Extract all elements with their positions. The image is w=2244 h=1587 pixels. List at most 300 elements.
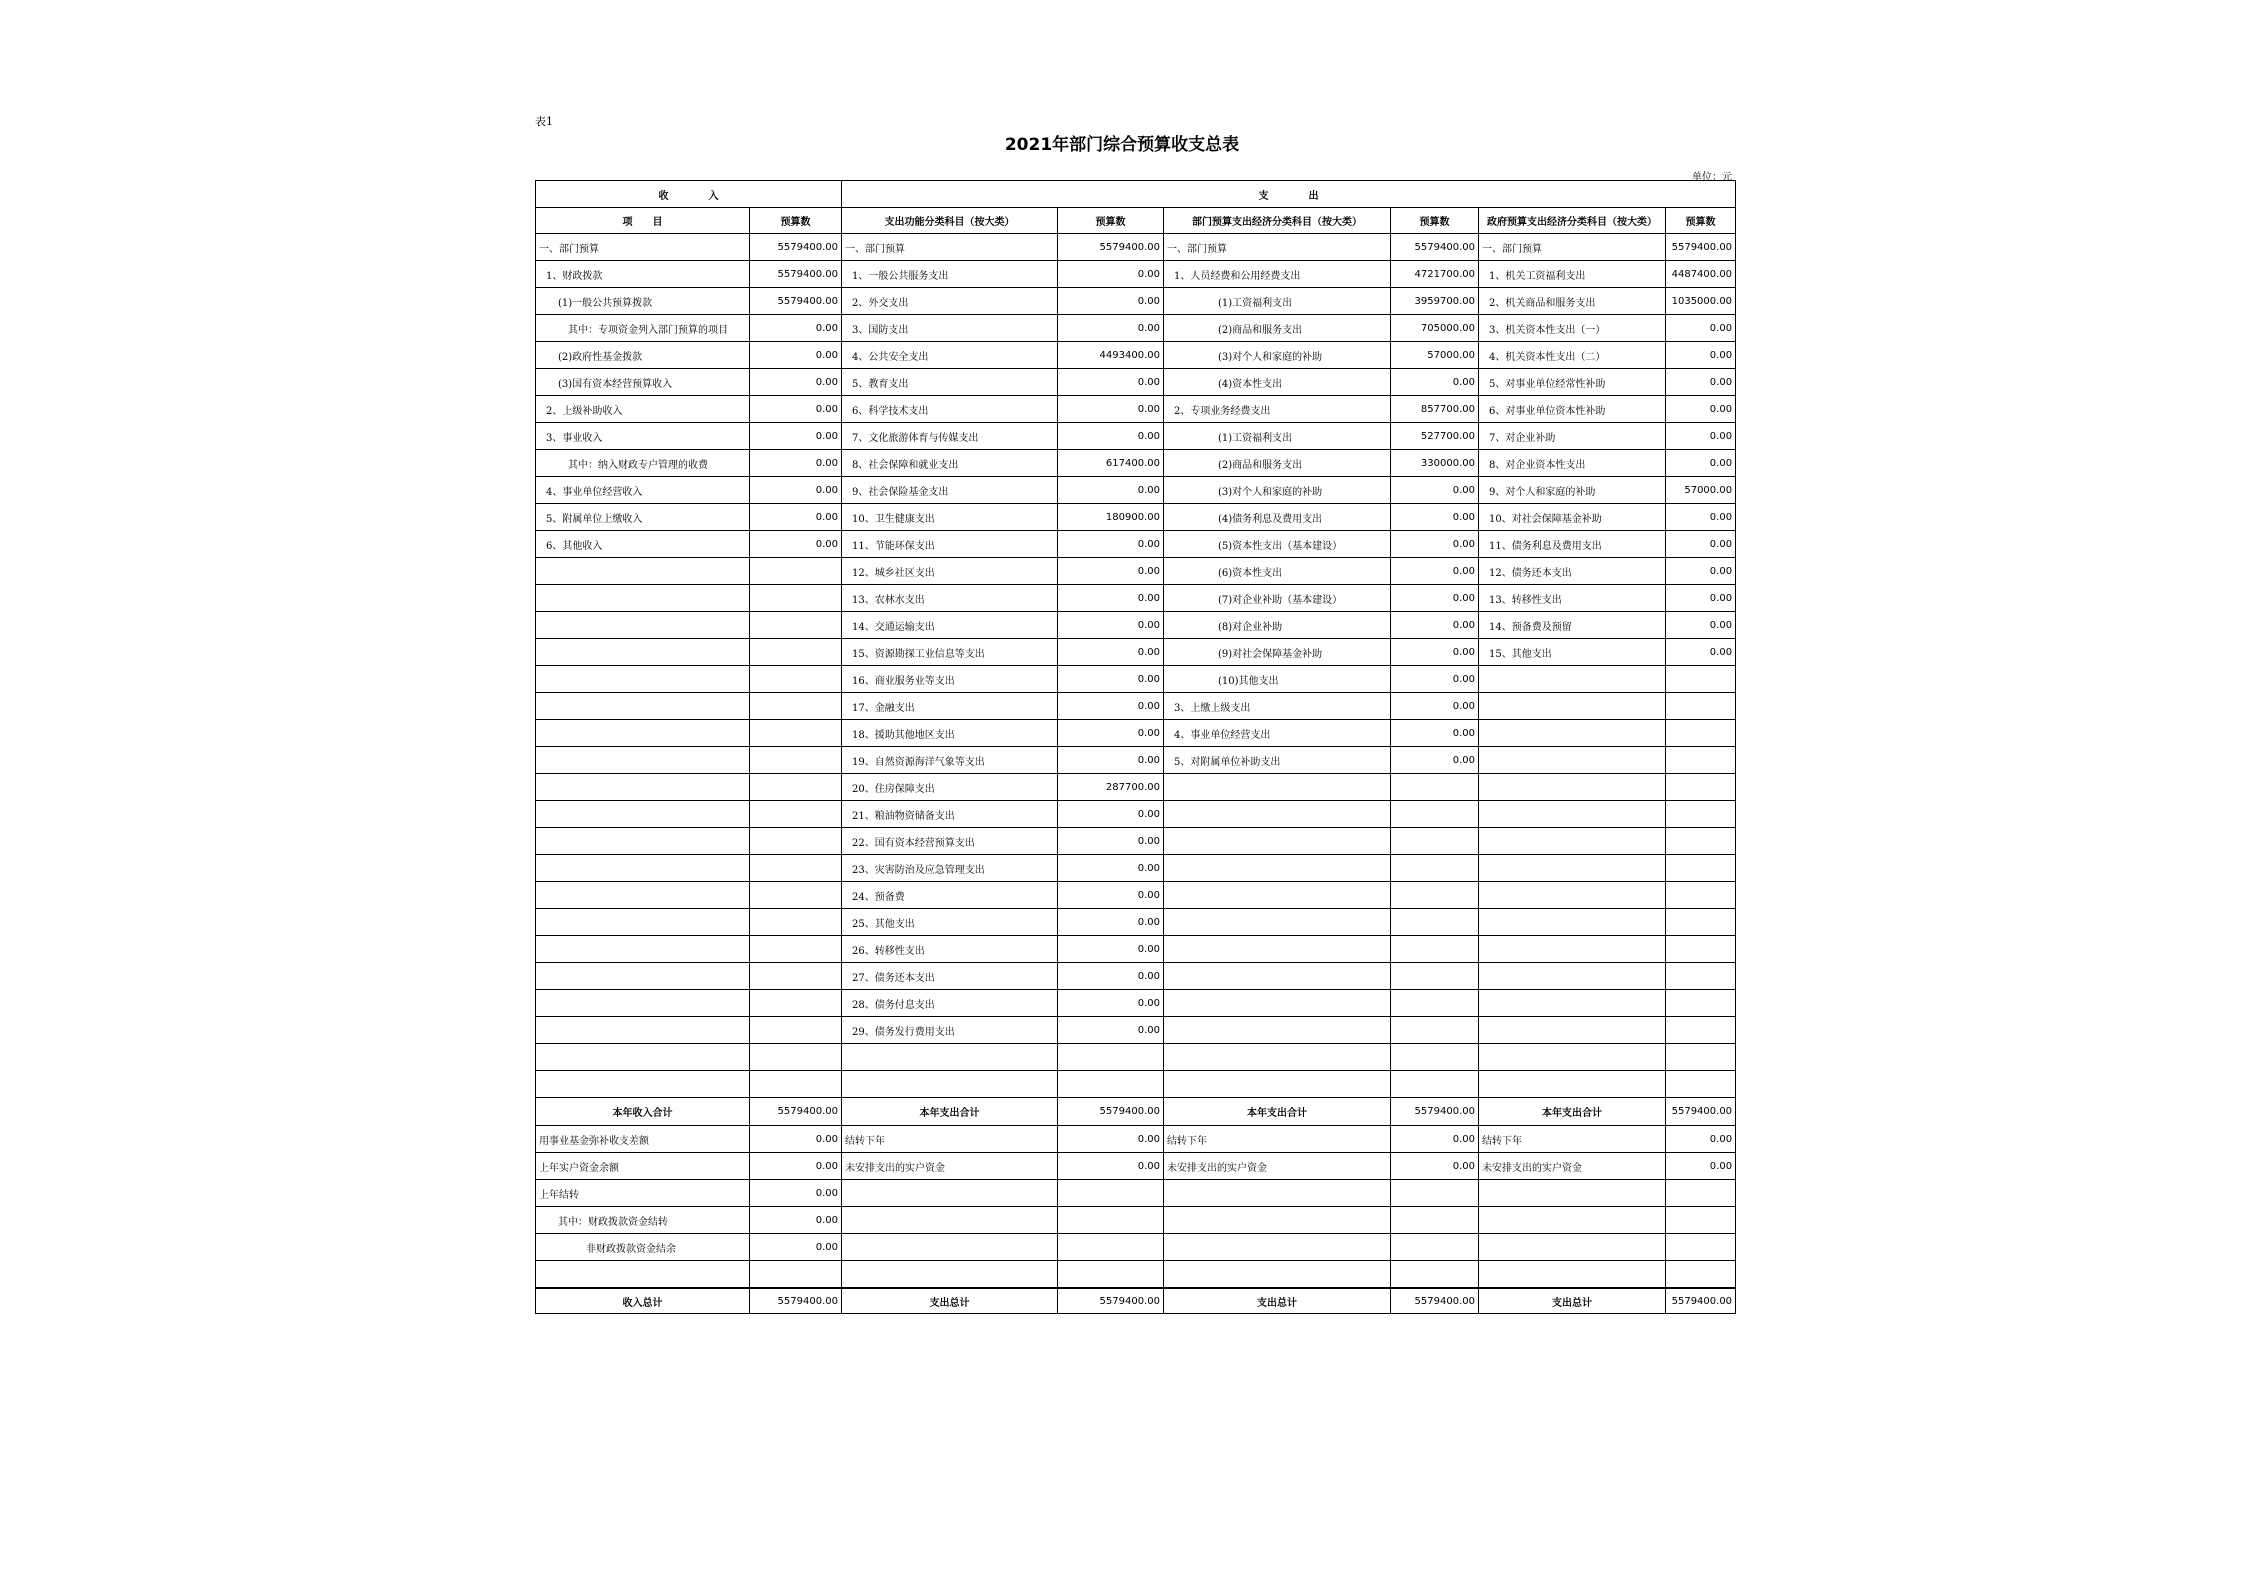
income-item-cell — [536, 1071, 750, 1098]
income-item-cell — [536, 558, 750, 585]
table-row — [536, 666, 1736, 693]
gov-econ-item-cell: 5、对事业单位经常性补助 — [1479, 369, 1666, 396]
gov-econ-item-cell — [1479, 1261, 1666, 1289]
table-row — [536, 234, 1736, 261]
dept-econ-item-cell: (3)对个人和家庭的补助 — [1164, 477, 1391, 504]
gov-econ-amount-cell — [1666, 909, 1736, 936]
gov-econ-amount-cell: 0.00 — [1666, 1126, 1736, 1153]
dept-econ-item-cell — [1164, 963, 1391, 990]
table-row — [536, 855, 1736, 882]
column-header: 预算数 — [750, 208, 842, 234]
dept-econ-item-cell: (2)商品和服务支出 — [1164, 450, 1391, 477]
income-item-cell: 1、财政拨款 — [536, 261, 750, 288]
column-header: 政府预算支出经济分类科目（按大类） — [1479, 208, 1666, 234]
dept-econ-item-cell — [1164, 1180, 1391, 1207]
function-amount-cell: 0.00 — [1058, 585, 1164, 612]
function-amount-cell: 0.00 — [1058, 990, 1164, 1017]
table-row — [536, 828, 1736, 855]
gov-econ-item-cell: 8、对企业资本性支出 — [1479, 450, 1666, 477]
table-row — [536, 1207, 1736, 1234]
dept-econ-item-cell: 1、人员经费和公用经费支出 — [1164, 261, 1391, 288]
dept-econ-amount-cell: 0.00 — [1391, 1126, 1479, 1153]
income-item-cell: 2、上级补助收入 — [536, 396, 750, 423]
dept-econ-item-cell — [1164, 882, 1391, 909]
dept-econ-amount-cell: 857700.00 — [1391, 396, 1479, 423]
function-item-cell: 28、债务付息支出 — [842, 990, 1058, 1017]
dept-econ-item-cell: (1)工资福利支出 — [1164, 423, 1391, 450]
column-header: 部门预算支出经济分类科目（按大类） — [1164, 208, 1391, 234]
gov-econ-amount-cell — [1666, 1044, 1736, 1071]
gov-econ-amount-cell — [1666, 1180, 1736, 1207]
gov-econ-item-cell: 结转下年 — [1479, 1126, 1666, 1153]
function-amount-cell — [1058, 1234, 1164, 1261]
gov-econ-item-cell: 12、债务还本支出 — [1479, 558, 1666, 585]
column-header: 预算数 — [1391, 208, 1479, 234]
function-item-cell: 22、国有资本经营预算支出 — [842, 828, 1058, 855]
gov-econ-amount-cell — [1666, 1207, 1736, 1234]
gov-econ-item-cell: 一、部门预算 — [1479, 234, 1666, 261]
table-row — [536, 261, 1736, 288]
dept-econ-amount-cell — [1391, 774, 1479, 801]
unit-label: 单位：元 — [1692, 172, 1732, 183]
function-amount-cell — [1058, 1071, 1164, 1098]
dept-econ-item-cell: (4)资本性支出 — [1164, 369, 1391, 396]
function-item-cell: 8、社会保障和就业支出 — [842, 450, 1058, 477]
dept-econ-item-cell — [1164, 801, 1391, 828]
dept-econ-amount-cell: 0.00 — [1391, 747, 1479, 774]
function-item-cell: 结转下年 — [842, 1126, 1058, 1153]
dept-econ-item-cell: 未安排支出的实户资金 — [1164, 1153, 1391, 1180]
gov-econ-item-cell: 支出总计 — [1479, 1288, 1666, 1314]
function-item-cell: 本年支出合计 — [842, 1098, 1058, 1126]
gov-econ-item-cell — [1479, 909, 1666, 936]
gov-econ-item-cell — [1479, 1017, 1666, 1044]
income-item-cell — [536, 666, 750, 693]
income-item-cell: 用事业基金弥补收支差额 — [536, 1126, 750, 1153]
function-amount-cell: 0.00 — [1058, 828, 1164, 855]
gov-econ-amount-cell — [1666, 828, 1736, 855]
table-row — [536, 963, 1736, 990]
income-amount-cell — [750, 720, 842, 747]
dept-econ-amount-cell — [1391, 1017, 1479, 1044]
income-item-cell — [536, 1261, 750, 1289]
table-row — [536, 990, 1736, 1017]
income-amount-cell — [750, 666, 842, 693]
income-item-cell: 其中：专项资金列入部门预算的项目 — [536, 315, 750, 342]
dept-econ-amount-cell: 705000.00 — [1391, 315, 1479, 342]
income-item-cell: 一、部门预算 — [536, 234, 750, 261]
gov-econ-item-cell: 未安排支出的实户资金 — [1479, 1153, 1666, 1180]
function-item-cell — [842, 1044, 1058, 1071]
gov-econ-item-cell: 11、债务利息及费用支出 — [1479, 531, 1666, 558]
dept-econ-amount-cell — [1391, 909, 1479, 936]
table-row — [536, 801, 1736, 828]
table-row — [536, 882, 1736, 909]
gov-econ-amount-cell — [1666, 720, 1736, 747]
function-amount-cell: 0.00 — [1058, 801, 1164, 828]
table-row — [536, 693, 1736, 720]
function-item-cell: 14、交通运输支出 — [842, 612, 1058, 639]
dept-econ-amount-cell — [1391, 855, 1479, 882]
table-row — [536, 477, 1736, 504]
gov-econ-item-cell — [1479, 720, 1666, 747]
dept-econ-amount-cell: 0.00 — [1391, 693, 1479, 720]
function-item-cell: 10、卫生健康支出 — [842, 504, 1058, 531]
gov-econ-item-cell — [1479, 747, 1666, 774]
gov-econ-amount-cell — [1666, 693, 1736, 720]
income-item-cell — [536, 1044, 750, 1071]
dept-econ-amount-cell — [1391, 936, 1479, 963]
gov-econ-amount-cell — [1666, 666, 1736, 693]
function-item-cell: 23、灾害防治及应急管理支出 — [842, 855, 1058, 882]
function-item-cell: 18、援助其他地区支出 — [842, 720, 1058, 747]
income-item-cell — [536, 963, 750, 990]
income-amount-cell: 0.00 — [750, 1126, 842, 1153]
gov-econ-amount-cell — [1666, 1071, 1736, 1098]
function-amount-cell: 4493400.00 — [1058, 342, 1164, 369]
income-item-cell: (2)政府性基金拨款 — [536, 342, 750, 369]
function-amount-cell: 0.00 — [1058, 477, 1164, 504]
function-item-cell: 7、文化旅游体育与传媒支出 — [842, 423, 1058, 450]
gov-econ-item-cell: 10、对社会保障基金补助 — [1479, 504, 1666, 531]
income-item-cell — [536, 693, 750, 720]
gov-econ-item-cell — [1479, 1180, 1666, 1207]
table-row — [536, 1044, 1736, 1071]
dept-econ-amount-cell: 4721700.00 — [1391, 261, 1479, 288]
budget-summary-table — [535, 180, 1736, 1314]
gov-econ-amount-cell — [1666, 1017, 1736, 1044]
dept-econ-amount-cell: 0.00 — [1391, 1153, 1479, 1180]
income-item-cell: 5、附属单位上缴收入 — [536, 504, 750, 531]
gov-econ-amount-cell: 0.00 — [1666, 531, 1736, 558]
income-amount-cell: 0.00 — [750, 1234, 842, 1261]
income-amount-cell — [750, 855, 842, 882]
gov-econ-item-cell — [1479, 963, 1666, 990]
function-amount-cell: 0.00 — [1058, 396, 1164, 423]
dept-econ-item-cell: (7)对企业补助（基本建设） — [1164, 585, 1391, 612]
gov-econ-amount-cell: 0.00 — [1666, 504, 1736, 531]
table-row — [536, 936, 1736, 963]
function-item-cell — [842, 1207, 1058, 1234]
dept-econ-item-cell: (1)工资福利支出 — [1164, 288, 1391, 315]
function-item-cell: 24、预备费 — [842, 882, 1058, 909]
column-header: 项 目 — [536, 208, 750, 234]
dept-econ-amount-cell: 0.00 — [1391, 369, 1479, 396]
gov-econ-item-cell: 9、对个人和家庭的补助 — [1479, 477, 1666, 504]
gov-econ-amount-cell: 0.00 — [1666, 450, 1736, 477]
dept-econ-item-cell — [1164, 1044, 1391, 1071]
gov-econ-amount-cell: 0.00 — [1666, 369, 1736, 396]
function-amount-cell: 0.00 — [1058, 288, 1164, 315]
table-row — [536, 1153, 1736, 1180]
gov-econ-amount-cell: 0.00 — [1666, 558, 1736, 585]
dept-econ-amount-cell — [1391, 1071, 1479, 1098]
gov-econ-amount-cell: 5579400.00 — [1666, 1098, 1736, 1126]
table-row — [536, 531, 1736, 558]
gov-econ-amount-cell — [1666, 936, 1736, 963]
income-amount-cell: 0.00 — [750, 342, 842, 369]
gov-econ-item-cell — [1479, 936, 1666, 963]
dept-econ-amount-cell — [1391, 882, 1479, 909]
income-amount-cell: 0.00 — [750, 504, 842, 531]
function-amount-cell: 0.00 — [1058, 666, 1164, 693]
function-amount-cell: 0.00 — [1058, 612, 1164, 639]
column-header-row — [536, 208, 1736, 234]
gov-econ-item-cell — [1479, 855, 1666, 882]
dept-econ-item-cell — [1164, 990, 1391, 1017]
income-item-cell — [536, 909, 750, 936]
gov-econ-item-cell: 15、其他支出 — [1479, 639, 1666, 666]
dept-econ-item-cell: 一、部门预算 — [1164, 234, 1391, 261]
gov-econ-amount-cell — [1666, 747, 1736, 774]
income-amount-cell — [750, 1261, 842, 1289]
function-amount-cell: 0.00 — [1058, 423, 1164, 450]
gov-econ-amount-cell: 0.00 — [1666, 1153, 1736, 1180]
dept-econ-item-cell — [1164, 774, 1391, 801]
function-amount-cell: 0.00 — [1058, 639, 1164, 666]
income-amount-cell: 5579400.00 — [750, 1288, 842, 1314]
gov-econ-amount-cell: 0.00 — [1666, 396, 1736, 423]
function-item-cell: 11、节能环保支出 — [842, 531, 1058, 558]
dept-econ-item-cell — [1164, 1017, 1391, 1044]
dept-econ-amount-cell: 0.00 — [1391, 639, 1479, 666]
table-row — [536, 585, 1736, 612]
income-amount-cell — [750, 774, 842, 801]
income-amount-cell: 0.00 — [750, 477, 842, 504]
gov-econ-item-cell: 4、机关资本性支出（二） — [1479, 342, 1666, 369]
income-item-cell — [536, 612, 750, 639]
income-amount-cell: 0.00 — [750, 1153, 842, 1180]
function-item-cell — [842, 1261, 1058, 1289]
function-amount-cell: 0.00 — [1058, 693, 1164, 720]
income-amount-cell — [750, 828, 842, 855]
income-amount-cell: 0.00 — [750, 369, 842, 396]
income-amount-cell — [750, 801, 842, 828]
dept-econ-item-cell: (9)对社会保障基金补助 — [1164, 639, 1391, 666]
table-row — [536, 504, 1736, 531]
income-amount-cell — [750, 1017, 842, 1044]
function-amount-cell: 0.00 — [1058, 1153, 1164, 1180]
function-item-cell: 支出总计 — [842, 1288, 1058, 1314]
income-amount-cell: 0.00 — [750, 531, 842, 558]
gov-econ-amount-cell: 5579400.00 — [1666, 234, 1736, 261]
dept-econ-item-cell — [1164, 1071, 1391, 1098]
table-row — [536, 774, 1736, 801]
income-item-cell: (1)一般公共预算拨款 — [536, 288, 750, 315]
income-item-cell — [536, 774, 750, 801]
income-amount-cell: 0.00 — [750, 315, 842, 342]
gov-econ-item-cell — [1479, 774, 1666, 801]
function-item-cell: 6、科学技术支出 — [842, 396, 1058, 423]
dept-econ-item-cell: 4、事业单位经营支出 — [1164, 720, 1391, 747]
function-amount-cell: 0.00 — [1058, 369, 1164, 396]
dept-econ-amount-cell: 0.00 — [1391, 612, 1479, 639]
column-header: 预算数 — [1058, 208, 1164, 234]
income-item-cell — [536, 639, 750, 666]
dept-econ-amount-cell: 0.00 — [1391, 531, 1479, 558]
income-amount-cell — [750, 909, 842, 936]
income-item-cell — [536, 585, 750, 612]
gov-econ-item-cell: 本年支出合计 — [1479, 1098, 1666, 1126]
dept-econ-amount-cell: 0.00 — [1391, 720, 1479, 747]
income-amount-cell — [750, 1071, 842, 1098]
gov-econ-amount-cell — [1666, 1234, 1736, 1261]
income-item-cell: 非财政拨款资金结余 — [536, 1234, 750, 1261]
dept-econ-item-cell: (3)对个人和家庭的补助 — [1164, 342, 1391, 369]
income-amount-cell: 5579400.00 — [750, 261, 842, 288]
function-item-cell: 1、一般公共服务支出 — [842, 261, 1058, 288]
gov-econ-amount-cell: 0.00 — [1666, 423, 1736, 450]
income-item-cell: 本年收入合计 — [536, 1098, 750, 1126]
income-amount-cell — [750, 990, 842, 1017]
function-item-cell: 21、粮油物资储备支出 — [842, 801, 1058, 828]
table-row — [536, 396, 1736, 423]
function-item-cell: 9、社会保险基金支出 — [842, 477, 1058, 504]
function-item-cell: 3、国防支出 — [842, 315, 1058, 342]
dept-econ-amount-cell: 5579400.00 — [1391, 1098, 1479, 1126]
income-amount-cell: 0.00 — [750, 1207, 842, 1234]
table-row — [536, 558, 1736, 585]
function-item-cell: 12、城乡社区支出 — [842, 558, 1058, 585]
gov-econ-item-cell: 3、机关资本性支出（一） — [1479, 315, 1666, 342]
function-amount-cell — [1058, 1044, 1164, 1071]
table-row — [536, 1261, 1736, 1289]
dept-econ-amount-cell: 5579400.00 — [1391, 234, 1479, 261]
table-row — [536, 1180, 1736, 1207]
function-item-cell: 16、商业服务业等支出 — [842, 666, 1058, 693]
function-amount-cell: 0.00 — [1058, 558, 1164, 585]
dept-econ-amount-cell: 5579400.00 — [1391, 1288, 1479, 1314]
function-amount-cell: 0.00 — [1058, 531, 1164, 558]
dept-econ-item-cell: 本年支出合计 — [1164, 1098, 1391, 1126]
function-amount-cell — [1058, 1261, 1164, 1289]
function-amount-cell: 0.00 — [1058, 315, 1164, 342]
income-item-cell: 其中：纳入财政专户管理的收费 — [536, 450, 750, 477]
function-amount-cell: 0.00 — [1058, 936, 1164, 963]
function-item-cell: 2、外交支出 — [842, 288, 1058, 315]
grand-total-row — [536, 1288, 1736, 1314]
gov-econ-amount-cell: 0.00 — [1666, 315, 1736, 342]
income-item-cell — [536, 855, 750, 882]
income-item-cell — [536, 882, 750, 909]
function-amount-cell: 0.00 — [1058, 855, 1164, 882]
gov-econ-item-cell: 1、机关工资福利支出 — [1479, 261, 1666, 288]
dept-econ-item-cell: 支出总计 — [1164, 1288, 1391, 1314]
income-item-cell — [536, 936, 750, 963]
table-row — [536, 1234, 1736, 1261]
income-item-cell: 4、事业单位经营收入 — [536, 477, 750, 504]
dept-econ-item-cell — [1164, 855, 1391, 882]
gov-econ-item-cell — [1479, 801, 1666, 828]
gov-econ-item-cell — [1479, 693, 1666, 720]
dept-econ-amount-cell — [1391, 1234, 1479, 1261]
table-row — [536, 1071, 1736, 1098]
income-item-cell — [536, 828, 750, 855]
dept-econ-amount-cell: 0.00 — [1391, 585, 1479, 612]
income-amount-cell: 5579400.00 — [750, 234, 842, 261]
table-row — [536, 288, 1736, 315]
table-row — [536, 342, 1736, 369]
income-item-cell — [536, 720, 750, 747]
dept-econ-amount-cell: 57000.00 — [1391, 342, 1479, 369]
gov-econ-item-cell: 6、对事业单位资本性补助 — [1479, 396, 1666, 423]
function-item-cell: 15、资源勘探工业信息等支出 — [842, 639, 1058, 666]
dept-econ-item-cell — [1164, 1207, 1391, 1234]
function-amount-cell: 0.00 — [1058, 1126, 1164, 1153]
dept-econ-item-cell: 结转下年 — [1164, 1126, 1391, 1153]
income-amount-cell: 5579400.00 — [750, 288, 842, 315]
dept-econ-amount-cell — [1391, 1207, 1479, 1234]
gov-econ-amount-cell: 57000.00 — [1666, 477, 1736, 504]
gov-econ-amount-cell — [1666, 882, 1736, 909]
function-amount-cell: 0.00 — [1058, 261, 1164, 288]
income-amount-cell: 0.00 — [750, 396, 842, 423]
gov-econ-item-cell — [1479, 666, 1666, 693]
function-amount-cell: 0.00 — [1058, 909, 1164, 936]
dept-econ-amount-cell — [1391, 963, 1479, 990]
dept-econ-item-cell: (5)资本性支出（基本建设） — [1164, 531, 1391, 558]
income-item-cell: (3)国有资本经营预算收入 — [536, 369, 750, 396]
gov-econ-amount-cell — [1666, 1261, 1736, 1289]
income-item-cell — [536, 1017, 750, 1044]
dept-econ-amount-cell — [1391, 828, 1479, 855]
page-title: 2021年部门综合预算收支总表 — [1004, 135, 1240, 155]
dept-econ-amount-cell: 0.00 — [1391, 477, 1479, 504]
year-total-row — [536, 1098, 1736, 1126]
gov-econ-amount-cell: 0.00 — [1666, 612, 1736, 639]
gov-econ-amount-cell — [1666, 963, 1736, 990]
income-amount-cell: 0.00 — [750, 423, 842, 450]
gov-econ-item-cell — [1479, 1071, 1666, 1098]
table-row — [536, 639, 1736, 666]
function-amount-cell: 0.00 — [1058, 882, 1164, 909]
function-item-cell: 17、金融支出 — [842, 693, 1058, 720]
income-amount-cell — [750, 936, 842, 963]
dept-econ-amount-cell: 0.00 — [1391, 504, 1479, 531]
dept-econ-item-cell — [1164, 909, 1391, 936]
dept-econ-amount-cell: 527700.00 — [1391, 423, 1479, 450]
income-item-cell: 收入总计 — [536, 1288, 750, 1314]
gov-econ-amount-cell — [1666, 990, 1736, 1017]
income-item-cell — [536, 747, 750, 774]
function-amount-cell: 180900.00 — [1058, 504, 1164, 531]
table-row — [536, 315, 1736, 342]
function-amount-cell: 5579400.00 — [1058, 1288, 1164, 1314]
income-item-cell: 3、事业收入 — [536, 423, 750, 450]
dept-econ-amount-cell — [1391, 990, 1479, 1017]
function-item-cell: 4、公共安全支出 — [842, 342, 1058, 369]
gov-econ-amount-cell: 0.00 — [1666, 639, 1736, 666]
function-item-cell: 25、其他支出 — [842, 909, 1058, 936]
dept-econ-amount-cell — [1391, 801, 1479, 828]
dept-econ-amount-cell: 3959700.00 — [1391, 288, 1479, 315]
dept-econ-item-cell: (6)资本性支出 — [1164, 558, 1391, 585]
dept-econ-item-cell — [1164, 936, 1391, 963]
table-row — [536, 369, 1736, 396]
income-item-cell: 其中：财政拨款资金结转 — [536, 1207, 750, 1234]
income-item-cell — [536, 990, 750, 1017]
gov-econ-item-cell — [1479, 1234, 1666, 1261]
table-row — [536, 1126, 1736, 1153]
function-item-cell: 13、农林水支出 — [842, 585, 1058, 612]
income-amount-cell: 0.00 — [750, 1180, 842, 1207]
function-amount-cell: 287700.00 — [1058, 774, 1164, 801]
income-amount-cell — [750, 963, 842, 990]
column-header: 预算数 — [1666, 208, 1736, 234]
income-item-cell: 上年实户资金余额 — [536, 1153, 750, 1180]
dept-econ-item-cell: (2)商品和服务支出 — [1164, 315, 1391, 342]
function-item-cell: 5、教育支出 — [842, 369, 1058, 396]
